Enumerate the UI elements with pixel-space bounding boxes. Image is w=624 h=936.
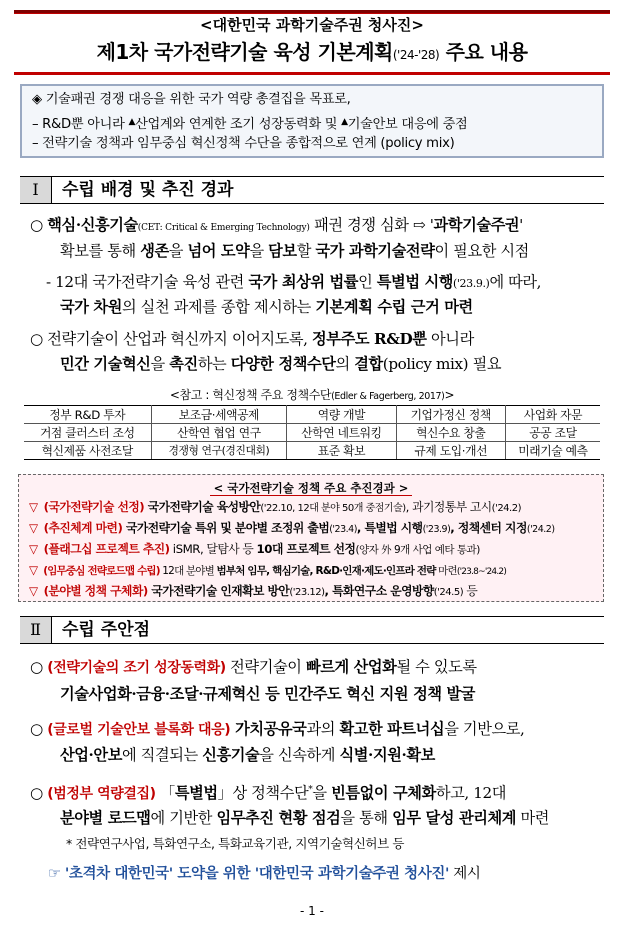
focus-1-line-2: 기술사업화·금융·조달·규제혁신 등 민간주도 혁신 지원 정책 발굴 bbox=[60, 685, 476, 703]
triangle-icon: ▲ bbox=[341, 117, 348, 127]
progress-item-3: ▽ (플래그십 프로젝트 추진) iSMR, 달탐사 등 10대 프로젝트 선정(양자 外 9개 사업 예타 통과) bbox=[29, 542, 480, 556]
title-main: 제1차 국가전략기술 육성 기본계획 bbox=[96, 40, 393, 64]
para-1-line-1: ○ 핵심·신흥기술(CET: Critical & Emerging Technology) 패권 경쟁 심화 ⇨ '과학기술주권' bbox=[30, 216, 523, 234]
policy-progress-box bbox=[18, 474, 604, 602]
triangle-down-icon: ▽ bbox=[29, 584, 38, 598]
section-1-number: Ⅰ bbox=[20, 177, 52, 203]
triangle-down-icon: ▽ bbox=[29, 521, 38, 535]
table-cell: 보조금·세액공제 bbox=[151, 406, 287, 424]
table-cell: 기업가정신 정책 bbox=[396, 406, 505, 424]
para-2-line-2: 국가 차원의 실천 과제를 종합 제시하는 기본계획 수립 근거 마련 bbox=[60, 298, 473, 316]
triangle-down-icon: ▽ bbox=[29, 500, 38, 514]
triangle-down-icon: ▽ bbox=[29, 563, 38, 577]
progress-heading: < 국가전략기술 정책 주요 추진경과 > bbox=[29, 479, 593, 497]
table-cell: 공공 조달 bbox=[505, 424, 600, 442]
title-years: ('24-'28) bbox=[392, 48, 440, 62]
table-cell: 정부 R&D 투자 bbox=[24, 406, 151, 424]
para-2-line-1: - 12대 국가전략기술 육성 관련 국가 최상위 법률인 특별법 시행('23.9.)에 따라, bbox=[46, 273, 542, 291]
triangle-down-icon: ▽ bbox=[29, 542, 38, 556]
section-1-header bbox=[20, 176, 604, 204]
table-row bbox=[24, 442, 600, 460]
pointing-hand-icon: ☞ bbox=[48, 866, 65, 882]
focus-1-line-1: ○ (전략기술의 조기 성장동력화) 전략기술이 빠르게 산업화될 수 있도록 bbox=[30, 658, 477, 676]
table-cell: 경쟁형 연구(경진대회) bbox=[151, 442, 287, 460]
table-row bbox=[24, 406, 600, 424]
document-subtitle: <대한민국 과학기술주권 청사진> bbox=[200, 16, 424, 34]
table-cell: 거점 클러스터 조성 bbox=[24, 424, 151, 442]
para-3-line-2: 민간 기술혁신을 촉진하는 다양한 정책수단의 결합(policy mix) 필요 bbox=[60, 355, 502, 373]
goal-line-1: ◈ 기술패권 경쟁 대응을 위한 국가 역량 총결집을 목표로, bbox=[32, 92, 351, 107]
progress-item-2: ▽ (추진체계 마련) 국가전략기술 특위 및 분야별 조정위 출범('23.4), 특별법 시행('23.9), 정책센터 지정('24.2) bbox=[29, 521, 555, 535]
focus-3-line-1: ○ (범정부 역량결집) 「특별법」상 정책수단*을 빈틈없이 구체화하고, 12대 bbox=[30, 784, 507, 802]
document-title bbox=[0, 36, 624, 65]
page-number: - 1 - bbox=[300, 904, 324, 918]
progress-item-1: ▽ (국가전략기술 선정) 국가전략기술 육성방안('22.10, 12대 분야 50개 중점기술), 과기정통부 고시('24.2) bbox=[29, 500, 521, 514]
table-row bbox=[24, 424, 600, 442]
focus-2-line-2: 산업·안보에 직결되는 신흥기술을 신속하게 식별·지원·확보 bbox=[60, 746, 435, 764]
header-rule-bottom bbox=[14, 72, 610, 75]
table-cell: 표준 확보 bbox=[287, 442, 396, 460]
para-1-line-2: 확보를 통해 생존을 넘어 도약을 담보할 국가 과학기술전략이 필요한 시점 bbox=[60, 242, 529, 260]
table-cell: 산학연 협업 연구 bbox=[151, 424, 287, 442]
table-cell: 산학연 네트워킹 bbox=[287, 424, 396, 442]
section-2-header bbox=[20, 616, 604, 644]
table-cell: 역량 개발 bbox=[287, 406, 396, 424]
goal-line-2: – R&D뿐 아니라 ▲산업계와 연계한 조기 성장동력화 및 ▲기술안보 대응에 중점 bbox=[32, 117, 468, 132]
triangle-icon: ▲ bbox=[128, 117, 136, 127]
focus-3-line-2: 분야별 로드맵에 기반한 임무추진 현황 점검을 통해 임무 달성 관리체계 마련 bbox=[60, 809, 550, 827]
table-cell: 규제 도입·개선 bbox=[396, 442, 505, 460]
progress-item-4: ▽ (임무중심 전략로드맵 수립) 12대 분야별 범부처 임무, 핵심기술, R&D·인재·제도·인프라 전략 마련('23.8~'24.2) bbox=[29, 563, 507, 577]
title-tail: 주요 내용 bbox=[445, 40, 528, 64]
table-cell: 혁신수요 창출 bbox=[396, 424, 505, 442]
para-3-line-1: ○ 전략기술이 산업과 혁신까지 이어지도록, 정부주도 R&D뿐 아니라 bbox=[30, 330, 474, 348]
policy-instruments-table bbox=[24, 405, 600, 460]
section-2-number: Ⅱ bbox=[20, 617, 52, 643]
conclusion-line: ☞ '초격차 대한민국' 도약을 위한 '대한민국 과학기술주권 청사진' 제시 bbox=[48, 866, 481, 882]
footnote: * 전략연구사업, 특화연구소, 특화교육기관, 지역기술혁신허브 등 bbox=[66, 836, 404, 851]
goal-summary-box bbox=[20, 84, 604, 158]
reference-caption: <참고 : 혁신정책 주요 정책수단(Edler & Fagerberg, 2017)> bbox=[169, 388, 455, 402]
table-cell: 혁신제품 사전조달 bbox=[24, 442, 151, 460]
section-2-title: 수립 주안점 bbox=[62, 620, 151, 640]
table-cell: 미래기술 예측 bbox=[505, 442, 600, 460]
goal-line-3: – 전략기술 정책과 임무중심 혁신정책 수단을 종합적으로 연계 (policy mix) bbox=[32, 136, 455, 151]
section-1-title: 수립 배경 및 추진 경과 bbox=[62, 180, 234, 200]
progress-item-5: ▽ (분야별 정책 구체화) 국가전략기술 인재확보 방안('23.12), 특화연구소 운영방향('24.5) 등 bbox=[29, 584, 478, 598]
focus-2-line-1: ○ (글로벌 기술안보 블록화 대응) 가치공유국과의 확고한 파트너십을 기반으로, bbox=[30, 720, 525, 738]
table-cell: 사업화 자문 bbox=[505, 406, 600, 424]
